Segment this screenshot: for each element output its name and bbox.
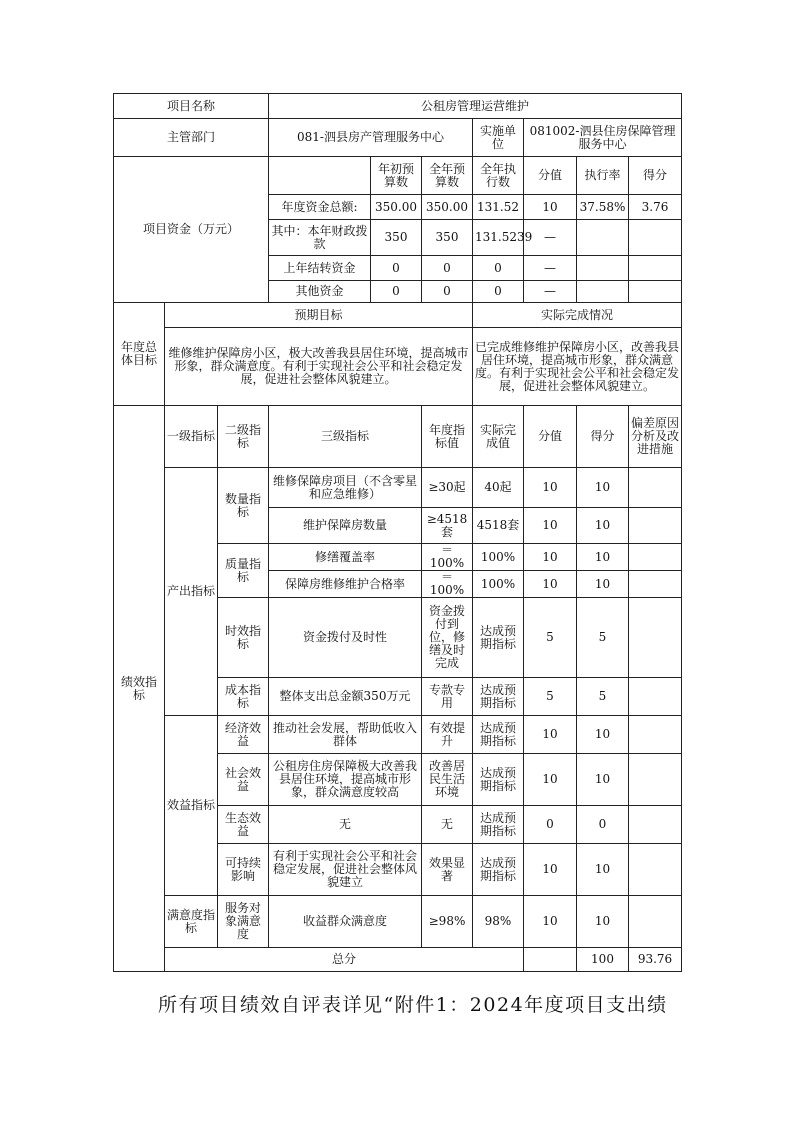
l3-indicator: 收益群众满意度 xyxy=(269,896,422,948)
got-value: 5 xyxy=(577,598,629,678)
l2-sustainable: 可持续影响 xyxy=(218,844,269,896)
score-value: 10 xyxy=(524,544,577,571)
total-score: 100 xyxy=(577,948,629,972)
deviation-cell xyxy=(629,508,682,544)
l3-indicator: 维修保障房项目（不含零星和应急维修） xyxy=(269,468,422,508)
funds-col-header: 全年执行数 xyxy=(473,157,524,195)
l1-benefit: 效益指标 xyxy=(165,716,218,896)
got-value: 0 xyxy=(577,806,629,844)
score-value: 10 xyxy=(524,896,577,948)
funds-cell: 350.00 xyxy=(371,195,422,220)
funds-cell: 3.76 xyxy=(629,195,682,220)
target-value: ≥30起 xyxy=(422,468,473,508)
got-value: 10 xyxy=(577,544,629,571)
perf-col-header: 一级指标 xyxy=(165,406,218,468)
funds-cell: 350 xyxy=(422,220,473,256)
deviation-cell xyxy=(629,716,682,754)
score-value: 10 xyxy=(524,571,577,598)
l3-indicator: 有利于实现社会公平和社会稳定发展，促进社会整体风貌建立 xyxy=(269,844,422,896)
l1-output: 产出指标 xyxy=(165,468,218,716)
l3-indicator: 资金拨付及时性 xyxy=(269,598,422,678)
funds-cell: 0 xyxy=(473,256,524,281)
actual-value: 达成预期指标 xyxy=(473,844,524,896)
perf-col-header: 三级指标 xyxy=(269,406,422,468)
target-value: 有效提升 xyxy=(422,716,473,754)
l2-service-satisfaction: 服务对象满意度 xyxy=(218,896,269,948)
l1-satisfaction: 满意度指标 xyxy=(165,896,218,948)
funds-col-header: 分值 xyxy=(524,157,577,195)
target-value: 改善居民生活环境 xyxy=(422,754,473,806)
perf-col-header: 偏差原因分析及改进措施 xyxy=(629,406,682,468)
target-value: ≥4518套 xyxy=(422,508,473,544)
deviation-cell xyxy=(629,754,682,806)
l2-economic: 经济效益 xyxy=(218,716,269,754)
score-value: 10 xyxy=(524,716,577,754)
funds-cell: — xyxy=(524,220,577,256)
actual-value: 40起 xyxy=(473,468,524,508)
funds-cell: — xyxy=(524,256,577,281)
project-name-label: 项目名称 xyxy=(114,94,269,119)
score-value: 5 xyxy=(524,598,577,678)
goals-label: 年度总体目标 xyxy=(114,303,165,406)
performance-table xyxy=(113,93,682,972)
l3-indicator: 保障房维修维护合格率 xyxy=(269,571,422,598)
target-value: 效果显著 xyxy=(422,844,473,896)
funds-cell: 0 xyxy=(371,256,422,281)
actual-value: 达成预期指标 xyxy=(473,598,524,678)
got-value: 10 xyxy=(577,571,629,598)
score-value: 10 xyxy=(524,468,577,508)
deviation-cell xyxy=(629,468,682,508)
funds-cell: 37.58% xyxy=(577,195,629,220)
l3-indicator: 整体支出总金额350万元 xyxy=(269,678,422,716)
perf-col-header: 实际完成值 xyxy=(473,406,524,468)
l2-cost: 成本指标 xyxy=(218,678,269,716)
target-value: 无 xyxy=(422,806,473,844)
score-value: 10 xyxy=(524,844,577,896)
got-value: 10 xyxy=(577,896,629,948)
funds-row-name: 上年结转资金 xyxy=(269,256,371,281)
funds-cell: 350 xyxy=(371,220,422,256)
perf-col-header: 二级指标 xyxy=(218,406,269,468)
total-blank xyxy=(524,948,577,972)
funds-col-header: 全年预算数 xyxy=(422,157,473,195)
goals-expected: 维修维护保障房小区，极大改善我县居住环境，提高城市形象，群众满意度。有利于实现社会公平和社会稳定发展，促进社会整体风貌建立。 xyxy=(165,328,473,406)
l3-indicator: 维护保障房数量 xyxy=(269,508,422,544)
actual-value: 100% xyxy=(473,571,524,598)
got-value: 10 xyxy=(577,508,629,544)
dept-label: 主管部门 xyxy=(114,119,269,157)
got-value: 10 xyxy=(577,754,629,806)
l3-indicator: 修缮覆盖率 xyxy=(269,544,422,571)
l2-ecological: 生态效益 xyxy=(218,806,269,844)
target-value: ≥98% xyxy=(422,896,473,948)
deviation-cell xyxy=(629,844,682,896)
l3-indicator: 公租房住房保障极大改善我县居住环境，提高城市形象，群众满意度较高 xyxy=(269,754,422,806)
funds-cell: 131.52 xyxy=(473,195,524,220)
total-label: 总分 xyxy=(165,948,524,972)
got-value: 10 xyxy=(577,468,629,508)
deviation-cell xyxy=(629,571,682,598)
deviation-cell xyxy=(629,806,682,844)
target-value: 资金拨付到位，修缮及时完成 xyxy=(422,598,473,678)
footer-text: 所有项目绩效自评表详见“附件1：2024年度项目支出绩 xyxy=(158,994,668,1016)
funds-cell: — xyxy=(524,281,577,303)
impl-value: 081002-泗县住房保障管理服务中心 xyxy=(524,119,682,157)
funds-row-name: 其他资金 xyxy=(269,281,371,303)
impl-label: 实施单位 xyxy=(473,119,524,157)
l3-indicator: 无 xyxy=(269,806,422,844)
actual-value: 4518套 xyxy=(473,508,524,544)
deviation-cell xyxy=(629,678,682,716)
funds-row-name: 其中：本年财政拨款 xyxy=(269,220,371,256)
goals-actual-header: 实际完成情况 xyxy=(473,303,682,328)
actual-value: 达成预期指标 xyxy=(473,678,524,716)
funds-col-header: 年初预算数 xyxy=(371,157,422,195)
funds-cell: 350.00 xyxy=(422,195,473,220)
actual-value: 98% xyxy=(473,896,524,948)
funds-col-header: 得分 xyxy=(629,157,682,195)
funds-col-header: 执行率 xyxy=(577,157,629,195)
funds-row-name: 年度资金总额: xyxy=(269,195,371,220)
perf-col-header: 得分 xyxy=(577,406,629,468)
l2-timeliness: 时效指标 xyxy=(218,598,269,678)
got-value: 10 xyxy=(577,844,629,896)
project-name: 公租房管理运营维护 xyxy=(269,94,682,119)
actual-value: 100% xyxy=(473,544,524,571)
score-value: 5 xyxy=(524,678,577,716)
goals-expected-header: 预期目标 xyxy=(165,303,473,328)
funds-cell xyxy=(577,220,629,256)
actual-value: 达成预期指标 xyxy=(473,716,524,754)
l3-indicator: 推动社会发展，帮助低收入群体 xyxy=(269,716,422,754)
funds-cell: 0 xyxy=(422,256,473,281)
l2-social: 社会效益 xyxy=(218,754,269,806)
total-got: 93.76 xyxy=(629,948,682,972)
l2-quality: 质量指标 xyxy=(218,544,269,598)
deviation-cell xyxy=(629,896,682,948)
funds-cell xyxy=(629,220,682,256)
target-value: 专款专用 xyxy=(422,678,473,716)
actual-value: 达成预期指标 xyxy=(473,806,524,844)
got-value: 10 xyxy=(577,716,629,754)
funds-cell xyxy=(577,281,629,303)
funds-cell: 131.5239 xyxy=(473,220,524,256)
l2-quantity: 数量指标 xyxy=(218,468,269,544)
actual-value: 达成预期指标 xyxy=(473,754,524,806)
perf-col-header: 年度指标值 xyxy=(422,406,473,468)
deviation-cell xyxy=(629,598,682,678)
funds-cell: 10 xyxy=(524,195,577,220)
perf-col-header: 分值 xyxy=(524,406,577,468)
funds-cell xyxy=(577,256,629,281)
dept-value: 081-泗县房产管理服务中心 xyxy=(269,119,473,157)
goals-actual: 已完成维修维护保障房小区，改善我县居住环境，提高城市形象，群众满意度。有利于实现社会公平和社会稳定发展，促进社会整体风貌建立。 xyxy=(473,328,682,406)
funds-cell: 0 xyxy=(422,281,473,303)
funds-header-blank xyxy=(269,157,371,195)
deviation-cell xyxy=(629,544,682,571)
perf-label: 绩效指标 xyxy=(114,406,165,972)
target-value: ＝100% xyxy=(422,571,473,598)
score-value: 10 xyxy=(524,754,577,806)
score-value: 0 xyxy=(524,806,577,844)
funds-cell: 0 xyxy=(473,281,524,303)
got-value: 5 xyxy=(577,678,629,716)
funds-label: 项目资金（万元） xyxy=(114,157,269,303)
score-value: 10 xyxy=(524,508,577,544)
funds-cell xyxy=(629,256,682,281)
target-value: ＝100% xyxy=(422,544,473,571)
funds-cell xyxy=(629,281,682,303)
funds-cell: 0 xyxy=(371,281,422,303)
